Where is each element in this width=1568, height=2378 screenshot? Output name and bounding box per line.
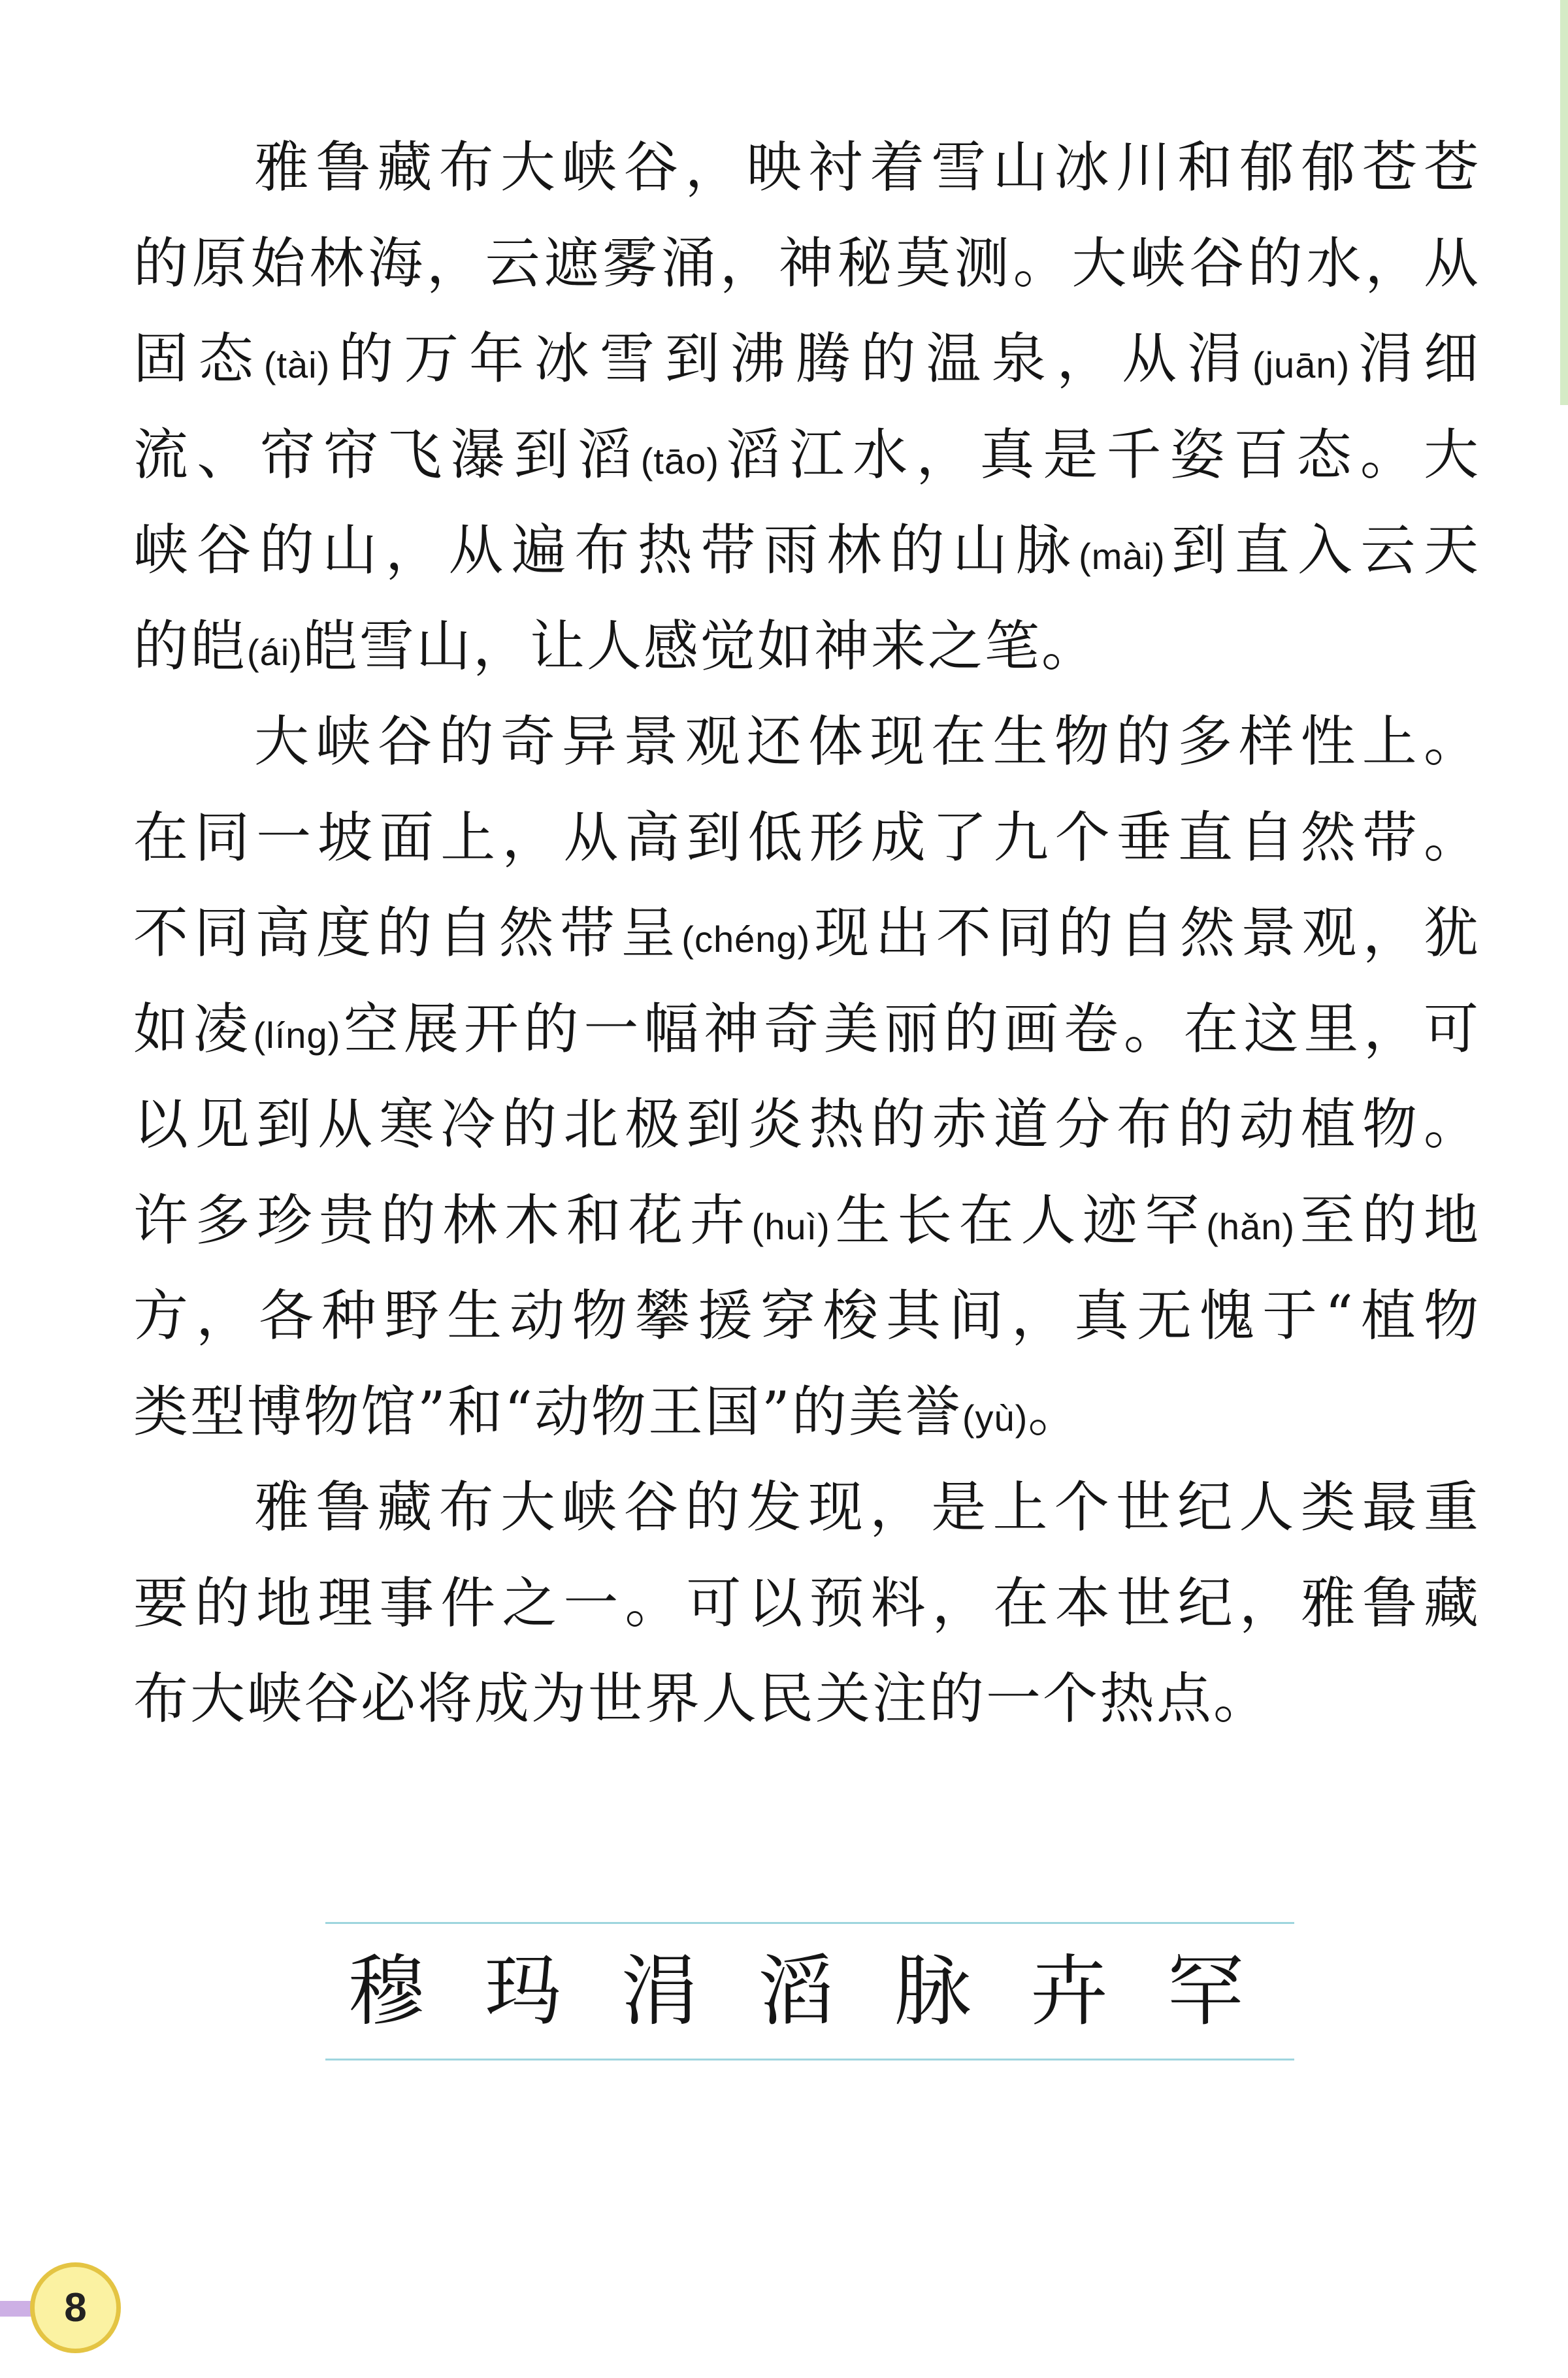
new-character: 卉 <box>1030 1946 1108 2036</box>
pinyin: (tāo) <box>640 440 719 481</box>
text-run: 不同高度的自然带呈 <box>133 901 682 965</box>
pinyin: (ái) <box>247 631 302 673</box>
new-characters-row <box>318 1924 1274 2059</box>
text-run: 许多珍贵的林木和花卉 <box>133 1188 752 1252</box>
text-run: 流、帘帘飞瀑到滔 <box>133 422 641 487</box>
text-run: 至的地 <box>1295 1188 1480 1252</box>
text-line <box>133 502 1480 598</box>
text-run: 滔江水，真是千姿百态。大 <box>719 422 1480 487</box>
text-run: 涓细 <box>1350 327 1480 391</box>
text-run: 生长在人迹罕 <box>830 1188 1207 1252</box>
text-line <box>133 885 1480 981</box>
pinyin: (hǎn) <box>1206 1205 1296 1247</box>
article-body <box>133 120 1480 1747</box>
text-run: 如凌 <box>133 996 253 1061</box>
text-line <box>133 407 1480 503</box>
text-line: 布大峡谷必将成为世界人民关注的一个热点。 <box>133 1667 1271 1731</box>
text-line <box>133 1364 1480 1460</box>
text-line: 方，各种野生动物攀援穿梭其间，真无愧于“植物 <box>133 1284 1480 1348</box>
text-run: 的万年冰雪到沸腾的温泉，从涓 <box>330 327 1252 391</box>
text-line <box>133 598 1480 694</box>
paragraph <box>133 1459 1480 1747</box>
text-run: 皑雪山，让人感觉如神来之笔。 <box>302 613 1098 678</box>
paragraph <box>133 694 1480 1459</box>
text-line <box>133 311 1480 407</box>
text-line <box>133 1173 1480 1269</box>
new-character: 穆 <box>348 1946 425 2036</box>
vocab-rule-bottom <box>325 2059 1294 2060</box>
pinyin: (líng) <box>253 1014 341 1056</box>
text-run: 空展开的一幅神奇美丽的画卷。在这里，可 <box>340 996 1480 1061</box>
text-run: 峡谷的山，从遍布热带雨林的山脉 <box>133 518 1079 582</box>
paragraph <box>133 120 1480 694</box>
text-run: 。 <box>1028 1379 1085 1444</box>
pinyin: (mài) <box>1079 536 1166 577</box>
pinyin: (tài) <box>263 344 331 385</box>
text-line: 要的地理事件之一。可以预料，在本世纪，雅鲁藏 <box>133 1571 1480 1635</box>
pinyin: (yù) <box>962 1397 1028 1439</box>
new-character: 罕 <box>1167 1946 1245 2036</box>
text-run: 类型博物馆”和“动物王国”的美誉 <box>133 1379 962 1444</box>
page-number-badge <box>30 2262 121 2353</box>
text-run: 的皑 <box>133 613 248 678</box>
text-run: 固态 <box>133 327 264 391</box>
pinyin: (juān) <box>1252 344 1350 385</box>
new-character: 玛 <box>484 1946 562 2036</box>
text-run: 到直入云天 <box>1165 518 1480 582</box>
page-number: 8 <box>64 2285 87 2330</box>
text-line: 雅鲁藏布大峡谷，映衬着雪山冰川和郁郁苍苍 <box>254 135 1480 199</box>
new-character: 涓 <box>621 1946 698 2036</box>
pinyin: (huì) <box>751 1205 830 1247</box>
text-line <box>133 981 1480 1077</box>
text-line: 以见到从寒冷的北极到炎热的赤道分布的动植物。 <box>133 1092 1480 1156</box>
text-line: 雅鲁藏布大峡谷的发现，是上个世纪人类最重 <box>254 1475 1480 1539</box>
text-run: 现出不同的自然景观，犹 <box>810 901 1480 965</box>
text-line: 在同一坡面上，从高到低形成了九个垂直自然带。 <box>133 805 1480 870</box>
page-edge-strip <box>1560 0 1568 405</box>
text-line: 大峡谷的奇异景观还体现在生物的多样性上。 <box>254 709 1480 774</box>
text-line: 的原始林海，云遮雾涌，神秘莫测。大峡谷的水，从 <box>133 231 1480 295</box>
new-character: 脉 <box>894 1946 972 2036</box>
new-character: 滔 <box>757 1946 835 2036</box>
pinyin: (chéng) <box>681 919 811 960</box>
